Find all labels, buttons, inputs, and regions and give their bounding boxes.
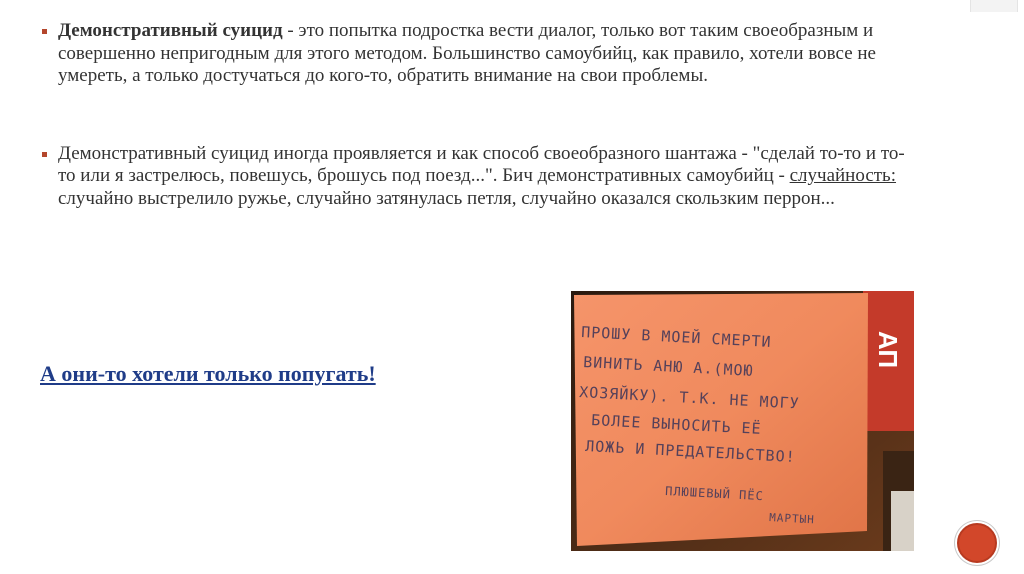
bullet-body: Демонстративный суицид иногда проявляется и как способ своеобразного шантажа - "сделай то-то и то-то или я застрелюсь, повешусь, брошусь под поезд...". Бич демонстративных самоубийц - bbox=[58, 142, 905, 186]
corner-decoration bbox=[970, 0, 1018, 12]
note-line: БОЛЕЕ ВЫНОСИТЬ ЕЁ bbox=[590, 411, 763, 438]
note-line: ЛОЖЬ И ПРЕДАТЕЛЬСТВО! bbox=[584, 437, 797, 467]
bullet-list bbox=[40, 20, 920, 210]
bullet-body-end: случайно выстрелило ружье, случайно затянулась петля, случайно оказался скользким перрон... bbox=[58, 187, 835, 209]
bullet-text bbox=[58, 20, 876, 86]
note-signature: ПЛЮШЕВЫЙ ПЁС bbox=[664, 484, 765, 504]
next-slide-button[interactable] bbox=[957, 523, 997, 563]
bullet-body: - это попытка подростка вести диалог, только вот таким своеобразным и совершенно непригодным для этого методом. Большинство самоубийц, как правило, хотели вовсе не умереть, а только достучаться до кого-то, обратить внимание на свои проблемы. bbox=[58, 20, 876, 86]
bullet-term: Демонстративный суицид bbox=[58, 20, 283, 41]
bullet-emphasis: случайность: bbox=[789, 165, 897, 186]
bullet-marker-icon bbox=[42, 152, 47, 157]
note-line: ПРОШУ В МОЕЙ СМЕРТИ bbox=[580, 323, 773, 351]
note-signature: МАРТЫН bbox=[768, 511, 816, 527]
box-lettering: АП bbox=[873, 331, 903, 369]
slide-heading-link[interactable]: А они-то хотели только попугать! bbox=[40, 361, 376, 386]
note-line: ХОЗЯЙКУ). Т.К. НЕ МОГУ bbox=[578, 383, 801, 413]
bullet-item bbox=[40, 20, 920, 88]
suicide-note-photo bbox=[571, 291, 914, 551]
bullet-marker-icon bbox=[42, 29, 47, 34]
note-line: ВИНИТЬ АНЮ А.(МОЮ bbox=[582, 353, 755, 380]
bullet-item bbox=[40, 143, 920, 211]
bullet-text bbox=[58, 143, 905, 209]
